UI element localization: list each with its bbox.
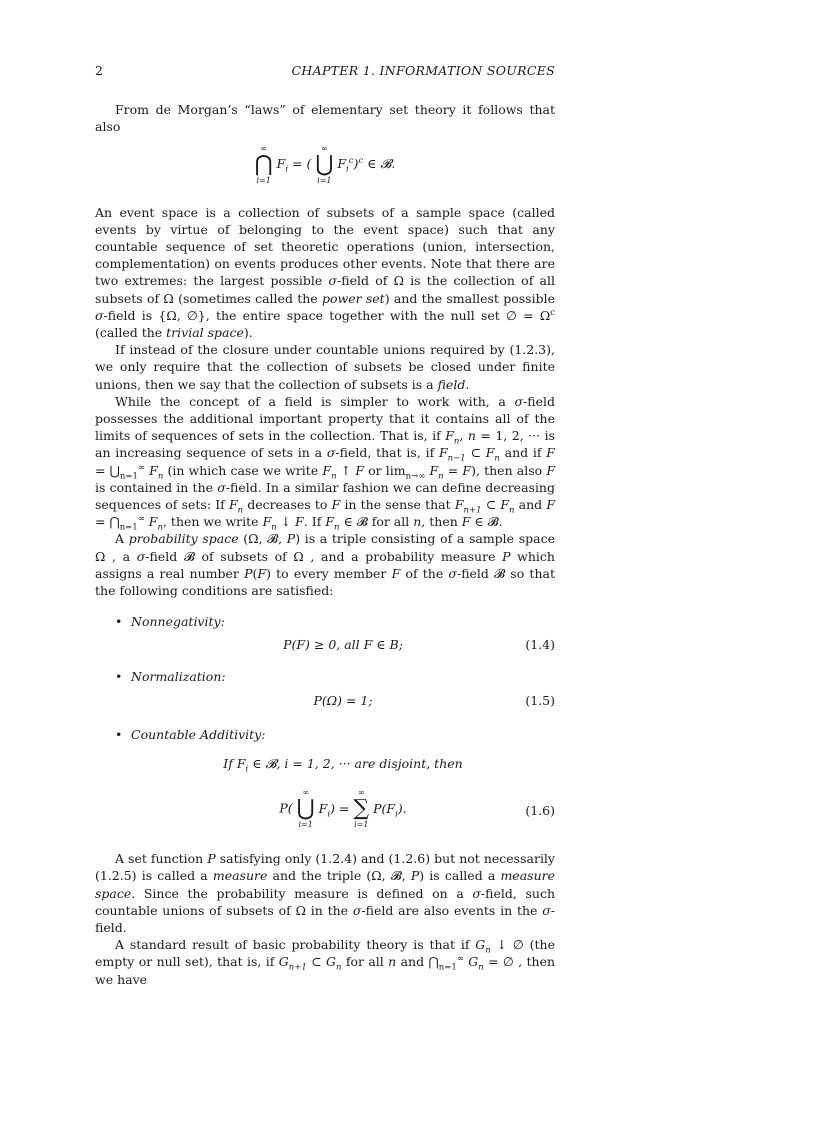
big-cup-symbol: ∞ ⋃ i=1 — [315, 143, 334, 185]
equation-number-1-5: (1.5) — [525, 692, 555, 708]
intro-paragraph: From de Morgan’s “laws” of elementary set theory it follows that also — [95, 102, 555, 135]
nonnegativity-label: Nonnegativity: — [131, 614, 225, 630]
countable-additivity-label: Countable Additivity: — [131, 726, 266, 742]
equation-de-morgan: ∞ ⋂ i=1 $F_i$ = ( ∞ ⋃ i=1 $F_i^c)^c$ ∈ 𝓑. — [254, 143, 396, 185]
equation-number-1-6: (1.6) — [525, 803, 555, 819]
normalization-equation: P(Ω) = 1; — [313, 692, 373, 708]
standard-result-paragraph: A standard result of basic probability theory is that if $G_n$ ↓ ∅ (the empty or null set), that is, if $G_{n+1}$ ⊂ $G_n$ for all n and $⋂_{n=1}^\infty$ $G_n$ = ∅ , then we have — [95, 937, 556, 987]
list-item-countable-additivity: • Countable Additivity: If $F_i$ ∈ 𝓑, i = 1, 2, ··· are disjoint, then P( ∞ ⋃ i=1 $F_i$) = ∞ ∑ i=1 $P(F_i)$. (1.6) — [95, 726, 555, 834]
big-cap-symbol: ∞ ⋂ i=1 — [254, 143, 273, 185]
chapter-title: CHAPTER 1. INFORMATION SOURCES — [291, 63, 555, 78]
page-number: 2 — [95, 63, 103, 78]
field-paragraph: If instead of the closure under countable unions required by (1.2.3), we only require that the collection of subsets be closed under finite unions, then we say that the collection of subsets is a field. — [95, 342, 555, 392]
list-item-nonnegativity: • Nonnegativity: P(F) ≥ 0, all F ∈ B; (1.4) — [95, 613, 555, 660]
nonnegativity-equation: P(F) ≥ 0, all F ∈ B; — [283, 637, 403, 653]
page — [95, 62, 555, 988]
probability-space-paragraph: A probability space (Ω, 𝓑, P) is a triple consisting of a sample space Ω , a σ-field 𝓑 of subsets of Ω , and a probability measure P which assigns a real number P(F) to every member F of the σ-field 𝓑 so that the following conditions are satisfied: — [95, 531, 555, 599]
running-header — [95, 62, 555, 79]
countable-additivity-equation: P( ∞ ⋃ i=1 $F_i$) = ∞ ∑ i=1 $P(F_i)$. (1.6) — [279, 788, 555, 830]
measure-paragraph: A set function P satisfying only (1.2.4) and (1.2.6) but not necessarily (1.2.5) is called a measure and the triple (Ω, 𝓑, P) is called a measure space. Since the probability measure is defined on a σ-field, such countable unions of subsets of Ω in the σ-field are also events in the σ-field. — [95, 851, 556, 935]
list-item-normalization: • Normalization: P(Ω) = 1; (1.5) — [95, 668, 555, 715]
sigma-field-paragraph: While the concept of a field is simpler to work with, a σ-field possesses the additional important property that it contains all of the limits of sequences of sets in the collection. That is, if $F_n$, n = 1, 2, ··· is an increasing sequence of sets in a σ-field, that is, if $F_{n-1}$ ⊂ $F_n$ and if $F = ⋃_{n=1}^\infty$ $F_n$ (in which case we write $F_n$ ↑ F or $\lim_{n\to\infty} F_n = F$), then also F is contained in the σ-field. In a similar fashion we can define decreasing sequences of sets: If $F_n$ decreases to F in the sense that $F_{n+1}$ ⊂ $F_n$ and $F = ⋂_{n=1}^\infty$ $F_n$, then we write $F_n$ ↓ F. If $F_n$ ∈ 𝓑 for all n, then F ∈ 𝓑. — [95, 393, 556, 533]
event-space-paragraph: An event space is a collection of subsets of a sample space (called events by virtue of belonging to the event space) such that any countable sequence of set theoretic operations (union, intersection, complementation) on events produces other events. Note that there are two extremes: the largest possible σ-field of Ω is the collection of all subsets of Ω (sometimes called the power set) and the smallest possible σ-field is {Ω, ∅}, the entire space together with the null set ∅ = $\Omega^c$ (called the trivial space). — [95, 204, 555, 341]
countable-additivity-condition: If $F_i$ ∈ 𝓑, i = 1, 2, ··· are disjoint, then — [223, 755, 463, 775]
equation-number-1-4: (1.4) — [525, 637, 555, 653]
normalization-label: Normalization: — [131, 669, 226, 685]
